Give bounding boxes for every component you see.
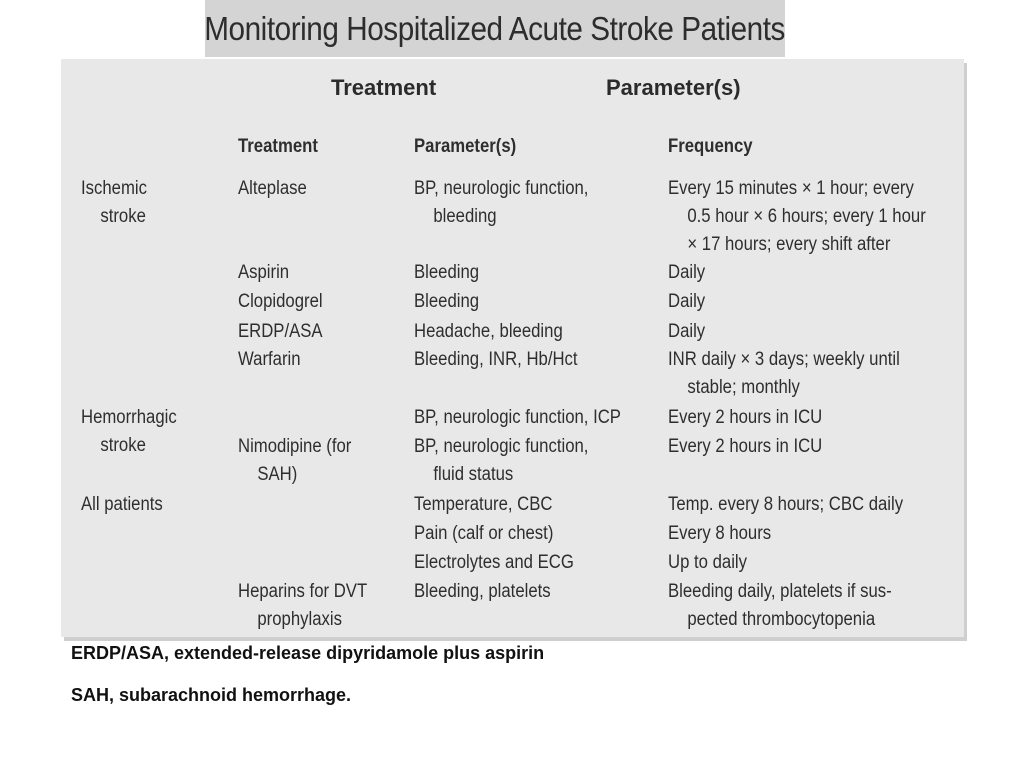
- cell-line: pected thrombocytopenia: [687, 609, 876, 630]
- parameter-cell: [414, 491, 552, 519]
- cell-line: Heparins for DVT: [238, 581, 368, 602]
- frequency-cell: [668, 433, 822, 461]
- treatment-cell: [238, 288, 323, 316]
- cell-line: Aspirin: [238, 262, 290, 283]
- column-header-treatment: Treatment: [238, 136, 318, 157]
- cell-line: Daily: [668, 291, 706, 312]
- footnote-sah: SAH, subarachnoid hemorrhage.: [71, 685, 352, 705]
- cell-line: Temperature, CBC: [414, 494, 553, 515]
- frequency-cell: [668, 578, 892, 634]
- parameter-cell: [414, 259, 479, 287]
- top-header-parameters: Parameter(s): [606, 75, 741, 100]
- footnote-erdp-asa: ERDP/ASA, extended-release dipyridamole plus aspirin: [71, 643, 545, 663]
- cell-line: bleeding: [433, 206, 497, 227]
- frequency-cell: [668, 175, 926, 259]
- cell-line: Bleeding, INR, Hb/Hct: [414, 349, 578, 370]
- cell-line: Nimodipine (for: [238, 436, 352, 457]
- cell-line: Warfarin: [238, 349, 301, 370]
- cell-line: Every 15 minutes × 1 hour; every: [668, 178, 914, 199]
- cell-line: All patients: [81, 494, 163, 515]
- top-header-treatment: Treatment: [331, 75, 437, 100]
- cell-line: Bleeding: [414, 291, 480, 312]
- parameter-cell: [414, 318, 563, 346]
- parameter-cell: [414, 520, 553, 548]
- cell-line: SAH): [257, 464, 298, 485]
- cell-line: Clopidogrel: [238, 291, 323, 312]
- frequency-cell: [668, 288, 705, 316]
- cell-line: INR daily × 3 days; weekly until: [668, 349, 900, 370]
- monitoring-table: [61, 59, 964, 637]
- cell-line: ERDP/ASA: [238, 321, 323, 342]
- cell-line: Electrolytes and ECG: [414, 552, 574, 573]
- cell-line: × 17 hours; every shift after: [687, 234, 891, 255]
- cell-line: Hemorrhagic: [81, 407, 177, 428]
- cell-line: Daily: [668, 262, 706, 283]
- slide-title-banner: [205, 0, 785, 57]
- treatment-cell: [238, 578, 367, 634]
- treatment-cell: [238, 318, 323, 346]
- cell-line: stroke: [100, 206, 146, 227]
- cell-line: Temp. every 8 hours; CBC daily: [668, 494, 904, 515]
- cell-line: stroke: [100, 435, 146, 456]
- frequency-cell: [668, 318, 705, 346]
- cell-line: BP, neurologic function,: [414, 436, 589, 457]
- cell-line: Alteplase: [238, 178, 307, 199]
- cell-line: Bleeding daily, platelets if sus-: [668, 581, 892, 602]
- parameter-cell: [414, 549, 574, 577]
- cell-line: Bleeding, platelets: [414, 581, 551, 602]
- treatment-cell: [238, 433, 351, 489]
- parameter-cell: [414, 175, 588, 231]
- frequency-cell: [668, 259, 705, 287]
- cell-line: Daily: [668, 321, 706, 342]
- parameter-cell: [414, 433, 588, 489]
- column-header-frequency: Frequency: [668, 136, 753, 157]
- cell-line: Every 8 hours: [668, 523, 772, 544]
- frequency-cell: [668, 549, 747, 577]
- treatment-cell: [238, 259, 289, 287]
- cell-line: prophylaxis: [257, 609, 342, 630]
- parameter-cell: [414, 404, 621, 432]
- parameter-cell: [414, 578, 551, 606]
- condition-cell: [81, 491, 163, 519]
- frequency-cell: [668, 520, 771, 548]
- condition-cell: [81, 404, 177, 460]
- cell-line: Headache, bleeding: [414, 321, 563, 342]
- cell-line: stable; monthly: [687, 377, 800, 398]
- condition-cell: [81, 175, 147, 231]
- cell-line: Every 2 hours in ICU: [668, 407, 823, 428]
- parameter-cell: [414, 288, 479, 316]
- cell-line: Every 2 hours in ICU: [668, 436, 823, 457]
- column-header-parameters: Parameter(s): [414, 136, 517, 157]
- cell-line: 0.5 hour × 6 hours; every 1 hour: [687, 206, 926, 227]
- cell-line: Bleeding: [414, 262, 480, 283]
- frequency-cell: [668, 491, 903, 519]
- slide-title: Monitoring Hospitalized Acute Stroke Patients: [204, 9, 786, 47]
- cell-line: BP, neurologic function,: [414, 178, 589, 199]
- cell-line: Ischemic: [81, 178, 147, 199]
- cell-line: fluid status: [433, 464, 514, 485]
- cell-line: BP, neurologic function, ICP: [414, 407, 621, 428]
- treatment-cell: [238, 175, 307, 203]
- treatment-cell: [238, 346, 301, 374]
- cell-line: Pain (calf or chest): [414, 523, 554, 544]
- frequency-cell: [668, 404, 822, 432]
- cell-line: Up to daily: [668, 552, 748, 573]
- frequency-cell: [668, 346, 900, 402]
- parameter-cell: [414, 346, 578, 374]
